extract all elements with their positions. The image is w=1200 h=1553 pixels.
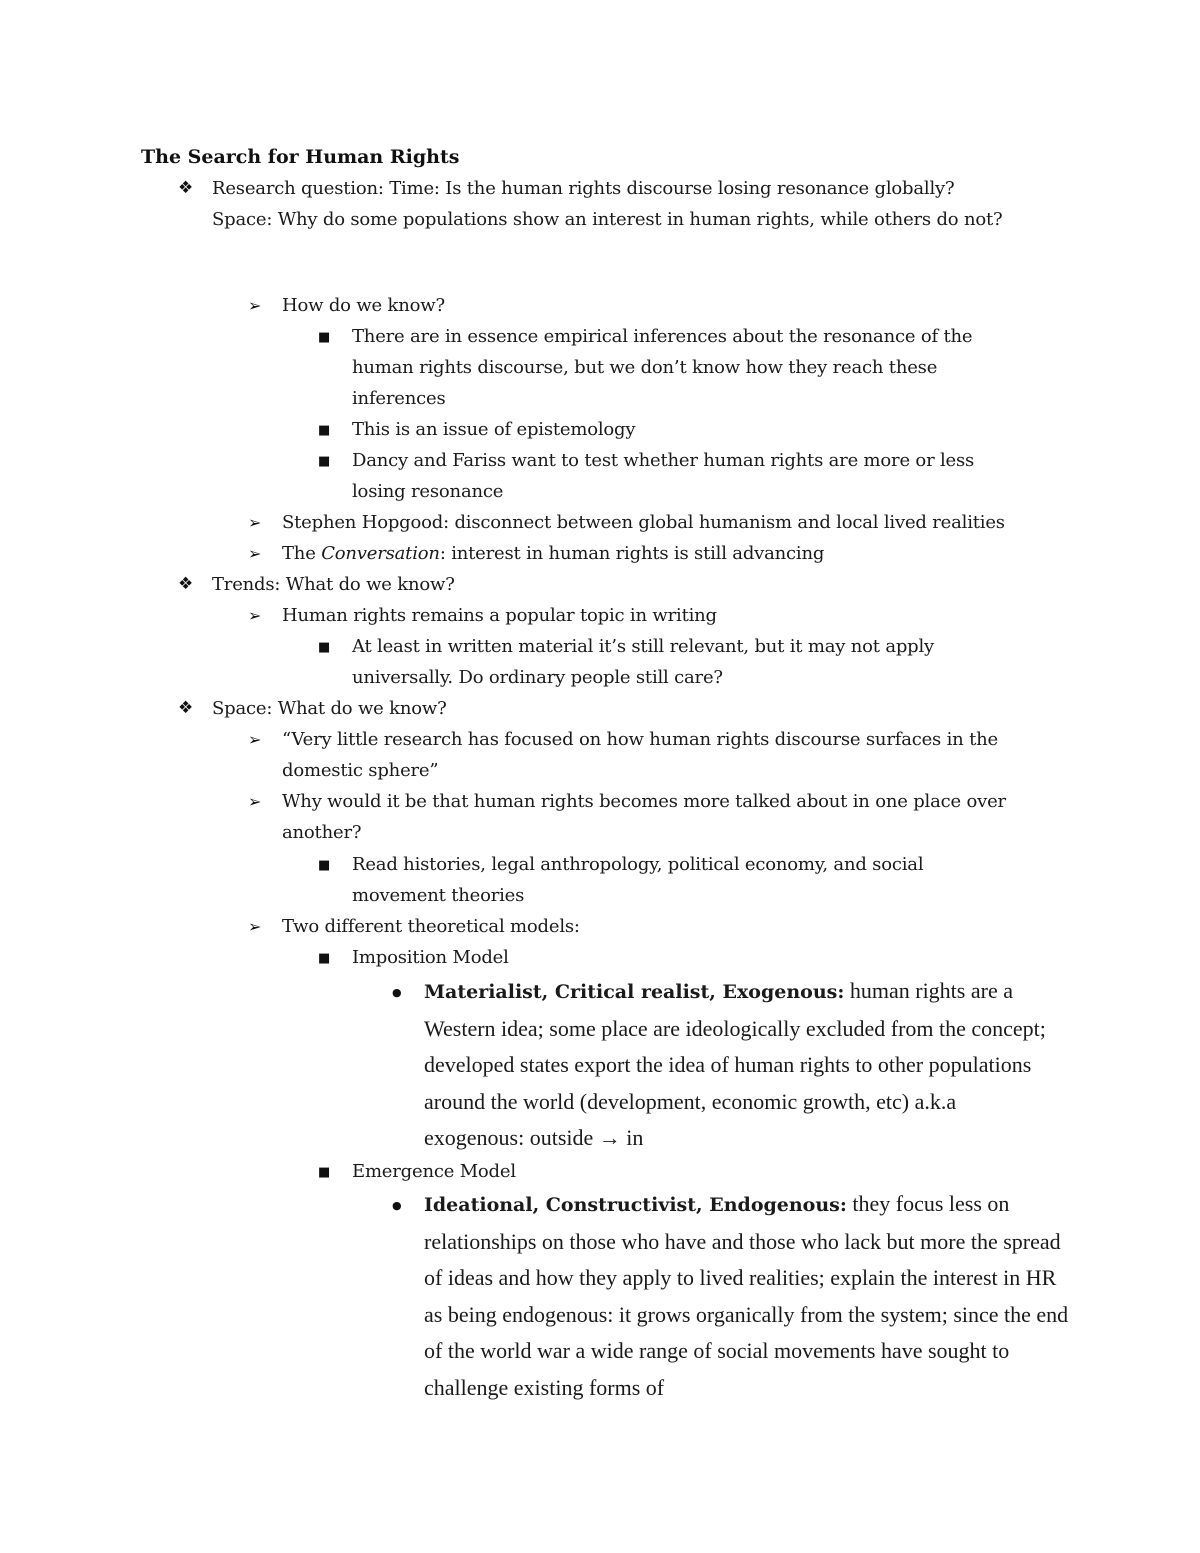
- item-text-em: Conversation: [321, 543, 440, 564]
- item-text: How do we know?: [282, 295, 445, 316]
- item-text-bold: Materialist, Critical realist, Exogenous:: [424, 981, 845, 1003]
- diamond-bullet-icon: ❖: [178, 698, 194, 718]
- list-item: [392, 973, 1062, 1157]
- item-text: Why would it be that human rights becomes more talked about in one place over another?: [282, 791, 1006, 843]
- list-item: [318, 321, 1008, 414]
- item-text: Two different theoretical models:: [282, 916, 580, 937]
- arrowhead-bullet-icon: ➢: [248, 730, 262, 749]
- list-item: [318, 631, 1008, 693]
- list-item: [318, 1156, 1008, 1188]
- list-item: [178, 173, 1058, 235]
- dot-bullet-icon: ●: [392, 1199, 402, 1212]
- list-item: [248, 290, 1068, 321]
- item-text-post: : interest in human rights is still advancing: [439, 543, 825, 564]
- arrowhead-bullet-icon: ➢: [248, 792, 262, 811]
- diamond-bullet-icon: ❖: [178, 178, 194, 198]
- square-bullet-icon: ■: [318, 951, 331, 966]
- item-text: Emergence Model: [352, 1161, 516, 1182]
- item-text: Imposition Model: [352, 947, 509, 968]
- item-text: This is an issue of epistemology: [352, 419, 636, 440]
- document-title: The Search for Human Rights: [141, 146, 460, 168]
- item-text: Space: Why do some populations show an interest in human rights, while others do not?: [212, 209, 1003, 230]
- square-bullet-icon: ■: [318, 454, 331, 469]
- list-item: [318, 849, 1008, 911]
- item-text: There are in essence empirical inferences about the resonance of the human rights discourse, but we don’t know how they reach these inferences: [352, 326, 973, 409]
- arrowhead-bullet-icon: ➢: [248, 513, 262, 532]
- list-item: [178, 569, 1058, 600]
- square-bullet-icon: ■: [318, 423, 331, 438]
- item-text: Research question: Time: Is the human rights discourse losing resonance globally?: [212, 178, 955, 199]
- square-bullet-icon: ■: [318, 858, 331, 873]
- list-item: [248, 724, 1068, 786]
- square-bullet-icon: ■: [318, 640, 331, 655]
- dot-bullet-icon: ●: [392, 986, 402, 999]
- square-bullet-icon: ■: [318, 1165, 331, 1180]
- item-text: Trends: What do we know?: [212, 574, 455, 595]
- item-text: Read histories, legal anthropology, political economy, and social movement theories: [352, 854, 924, 906]
- item-text: human rights are a Western idea; some place are ideologically excluded from the concept; developed states export the idea of human rights to other populations around the world (development, economic growth, etc) a.k.a exogenous: outside → in: [424, 978, 1046, 1150]
- list-item: [248, 911, 1068, 942]
- square-bullet-icon: ■: [318, 330, 331, 345]
- item-text: Space: What do we know?: [212, 698, 447, 719]
- item-text: At least in written material it’s still relevant, but it may not apply universally. Do ordinary people still care?: [352, 636, 935, 688]
- item-text-pre: The: [282, 543, 322, 564]
- arrowhead-bullet-icon: ➢: [248, 296, 262, 315]
- list-item: [248, 786, 1068, 848]
- list-item: [248, 600, 1068, 631]
- diamond-bullet-icon: ❖: [178, 574, 194, 594]
- list-item: [392, 1186, 1072, 1406]
- list-item: [318, 942, 1008, 974]
- item-text: they focus less on relationships on those who have and those who lack but more the spread of ideas and how they apply to lived realities; explain the interest in HR as being endogenous: it grows organically from the system; since the end of the world war a wide range of social movements have sought to challenge existing forms of: [424, 1191, 1069, 1400]
- item-text: Human rights remains a popular topic in writing: [282, 605, 717, 626]
- item-text: “Very little research has focused on how human rights discourse surfaces in the domestic sphere”: [282, 729, 998, 781]
- list-item: [318, 414, 1008, 446]
- list-item: [248, 507, 1078, 538]
- arrowhead-bullet-icon: ➢: [248, 917, 262, 936]
- list-item: [318, 445, 1008, 507]
- item-text: Dancy and Fariss want to test whether human rights are more or less losing resonance: [352, 450, 975, 502]
- arrowhead-bullet-icon: ➢: [248, 544, 262, 563]
- item-text: Stephen Hopgood: disconnect between global humanism and local lived realities: [282, 512, 1005, 533]
- list-item: [178, 693, 1058, 724]
- arrowhead-bullet-icon: ➢: [248, 606, 262, 625]
- list-item: [248, 538, 1078, 569]
- item-text-bold: Ideational, Constructivist, Endogenous:: [424, 1194, 847, 1216]
